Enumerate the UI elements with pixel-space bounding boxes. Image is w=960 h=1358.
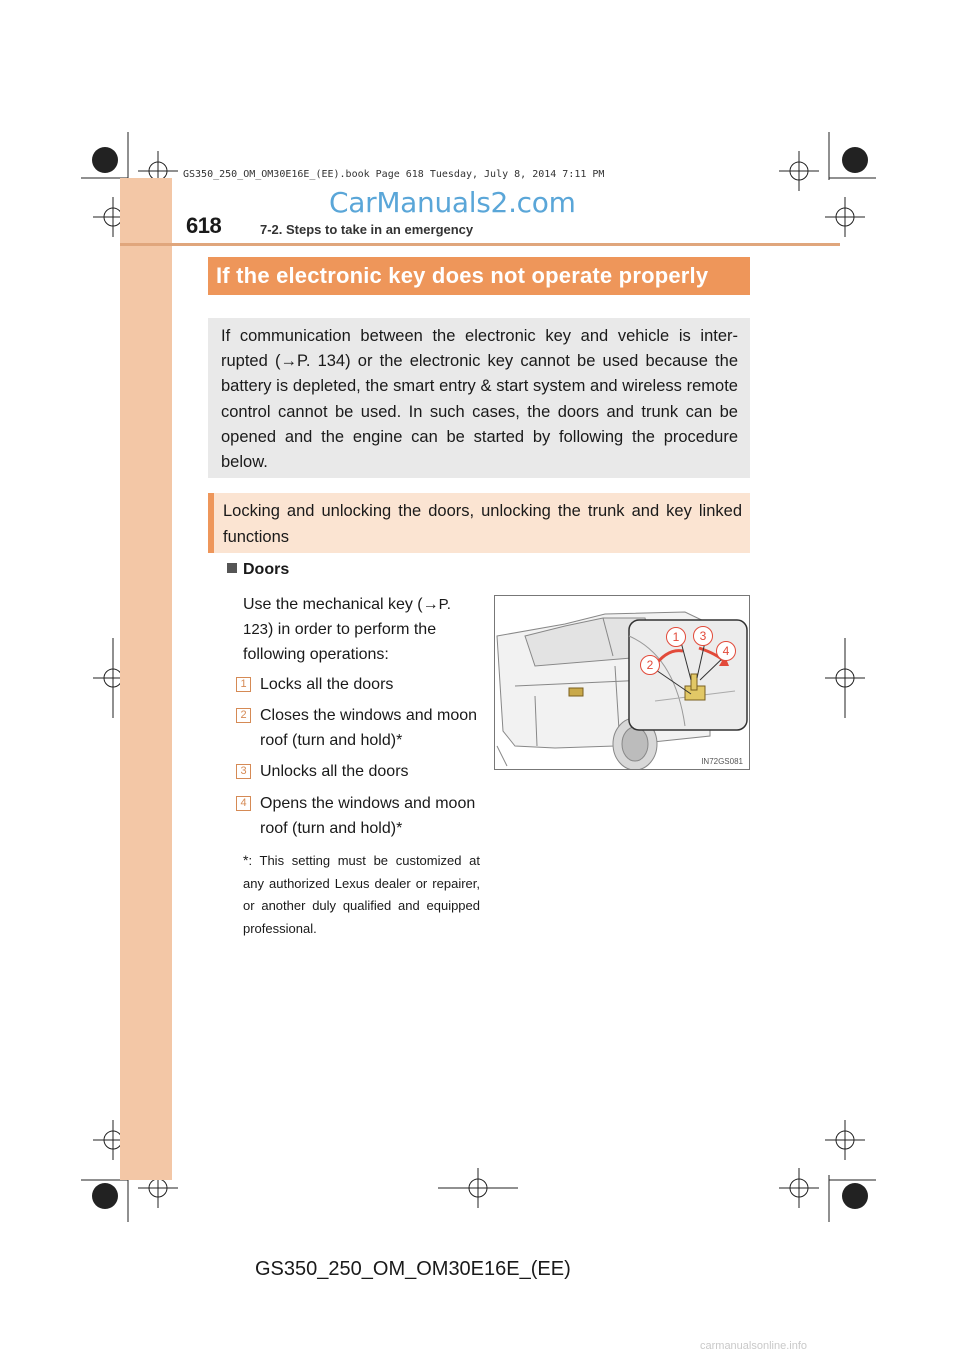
- page-reference: P. 123: [243, 596, 451, 638]
- step-number: 1: [236, 677, 251, 692]
- step-item: [236, 703, 486, 753]
- key-illustration: [494, 595, 750, 770]
- step-number: 4: [236, 796, 251, 811]
- step-item: [236, 759, 486, 784]
- step-item: [236, 672, 486, 697]
- doors-heading-label: Doors: [243, 561, 290, 578]
- figure-code: IN72GS081: [701, 757, 743, 766]
- intro-box: [208, 318, 750, 478]
- doors-intro-b: ) in order to perform the following operations:: [243, 621, 437, 663]
- callout-4: 4: [716, 641, 736, 661]
- doors-heading: [227, 561, 289, 579]
- callout-2: 2: [640, 655, 660, 675]
- step-item: [236, 791, 486, 841]
- doors-intro-a: Use the mechanical key (→: [243, 596, 439, 613]
- subsection-title: Locking and unlocking the doors, unlocking the trunk and key linked functions: [223, 502, 742, 546]
- site-watermark: carmanualsonline.info: [700, 1340, 808, 1352]
- car-door-key-drawing: [495, 596, 750, 770]
- step-number: 2: [236, 708, 251, 723]
- book-file-info: GS350_250_OM_OM30E16E_(EE).book Page 618 Tuesday, July 8, 2014 7:11 PM: [183, 169, 605, 180]
- step-label: Unlocks all the doors: [260, 763, 409, 780]
- footnote-text: : This setting must be customized at any authorized Lexus dealer or repairer, or another duly qualified and equipped professional.: [243, 853, 480, 936]
- doors-intro: [243, 592, 483, 667]
- intro-paragraph: If communication between the electronic key and vehicle is inter-rupted (→P. 134) or the electronic key cannot be used because the battery is depleted, the smart entry & start system and wireless remote control cannot be used. In such cases, the doors and trunk can be opened and the engine can be started by following the procedure below.: [221, 327, 738, 472]
- chapter-side-tab: [120, 178, 172, 1180]
- callout-1: 1: [666, 627, 686, 647]
- page-number: 618: [186, 213, 222, 238]
- step-number: 3: [236, 764, 251, 779]
- subsection-box: [208, 493, 750, 553]
- page-title: If the electronic key does not operate properly: [216, 263, 709, 288]
- watermark-text: CarManuals2.com: [329, 186, 576, 219]
- square-bullet-icon: [227, 563, 237, 573]
- section-label: 7-2. Steps to take in an emergency: [260, 222, 474, 237]
- title-bar: [208, 257, 750, 295]
- step-label: Locks all the doors: [260, 676, 394, 693]
- header-rule: [120, 243, 840, 246]
- footnote: [243, 849, 480, 940]
- step-label: Opens the windows and moon roof (turn and hold)*: [260, 795, 476, 837]
- callout-3: 3: [693, 626, 713, 646]
- footer-doc-code: GS350_250_OM_OM30E16E_(EE): [255, 1258, 571, 1280]
- step-label: Closes the windows and moon roof (turn and hold)*: [260, 707, 478, 749]
- footnote-mark: *: [243, 852, 249, 868]
